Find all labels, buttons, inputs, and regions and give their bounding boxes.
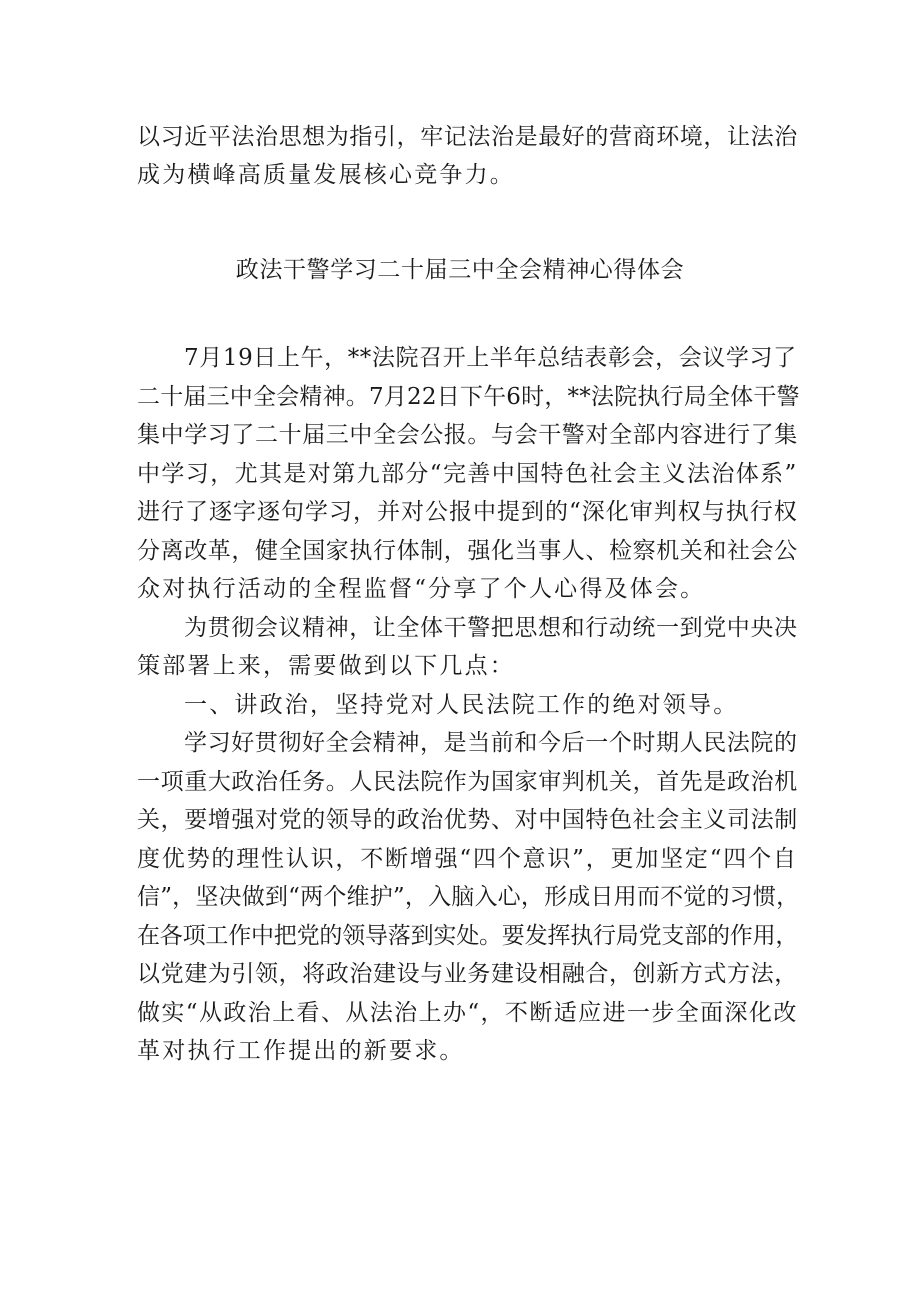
paragraph-line: 革对执行工作提出的新要求。 — [137, 1038, 465, 1064]
paragraph-line: 进行了逐字逐句学习，并对公报中提到的“深化审判权与执行权 — [137, 499, 798, 525]
paragraph-line: 中学习，尤其是对第九部分“完善中国特色社会主义法治体系” — [137, 461, 798, 487]
paragraph-line: 为贯彻会议精神，让全体干警把思想和行动统一到党中央决 — [184, 615, 798, 641]
paragraph-line: 分离改革，健全国家执行体制，强化当事人、检察机关和社会公 — [137, 538, 798, 564]
paragraph-line: 度优势的理性认识，不断增强“四个意识”，更加坚定“四个自 — [137, 846, 798, 872]
paragraph-line: 集中学习了二十届三中全会公报。与会干警对全部内容进行了集 — [137, 422, 798, 448]
paragraph-line: 学习好贯彻好全会精神，是当前和今后一个时期人民法院的 — [184, 730, 798, 756]
intro-line: 成为横峰高质量发展核心竞争力。 — [137, 162, 515, 188]
paragraph-line: 一项重大政治任务。人民法院作为国家审判机关，首先是政治机 — [137, 769, 798, 795]
paragraph-line: 二十届三中全会精神。7月22日下午6时，**法院执行局全体干警 — [137, 384, 800, 410]
paragraph-line: 信”，坚决做到“两个维护”，入脑入心，形成日用而不觉的习惯， — [137, 884, 800, 910]
paragraph-line: 以党建为引领，将政治建设与业务建设相融合，创新方式方法， — [137, 961, 798, 987]
intro-line: 以习近平法治思想为指引，牢记法治是最好的营商环境，让法治 — [137, 124, 798, 150]
paragraph-line: 7月19日上午，**法院召开上半年总结表彰会，会议学习了 — [184, 345, 797, 371]
paragraph-line: 策部署上来，需要做到以下几点： — [137, 653, 515, 679]
section-heading: 一、讲政治，坚持党对人民法院工作的绝对领导。 — [184, 692, 739, 718]
paragraph-line: 在各项工作中把党的领导落到实处。要发挥执行局党支部的作用， — [137, 923, 799, 949]
paragraph-line: 做实“从政治上看、从法治上办“，不断适应进一步全面深化改 — [137, 1000, 798, 1026]
paragraph-line: 关，要增强对党的领导的政治优势、对中国特色社会主义司法制 — [137, 807, 798, 833]
paragraph-line: 众对执行活动的全程监督“分享了个人心得及体会。 — [137, 576, 706, 602]
document-title: 政法干警学习二十届三中全会精神心得体会 — [235, 257, 685, 283]
